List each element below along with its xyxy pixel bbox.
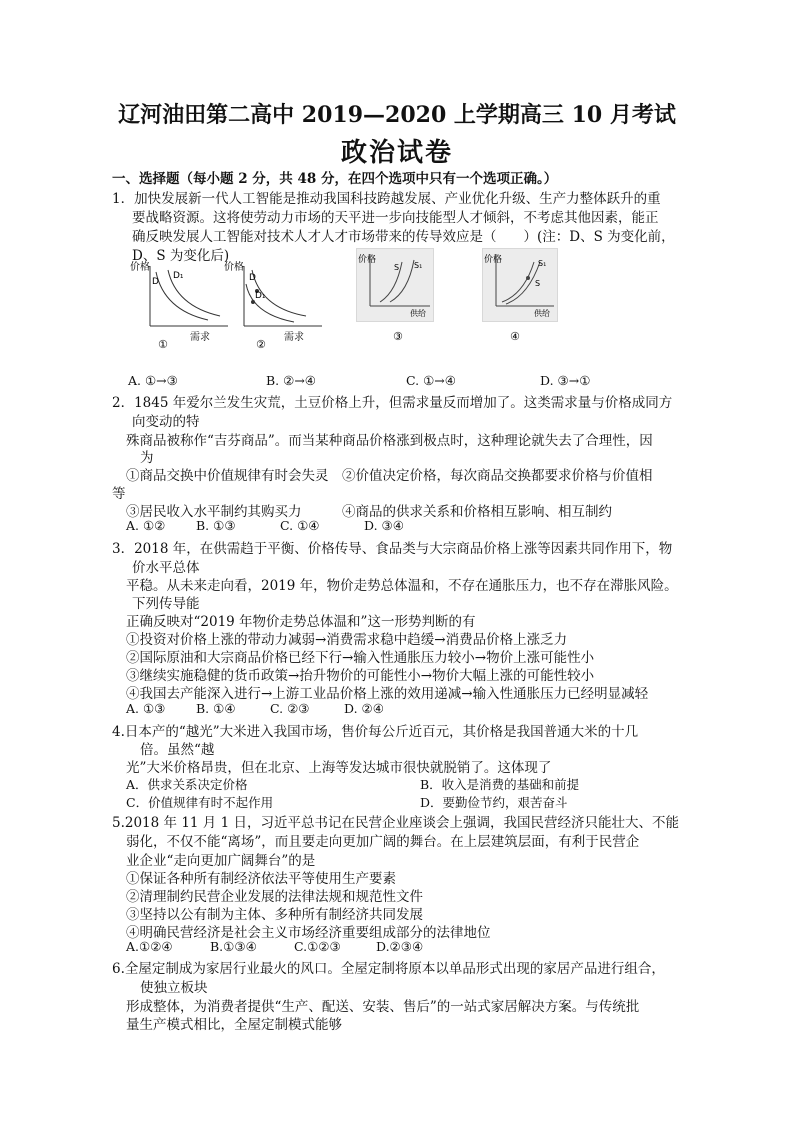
q1-option-d: D. ③→① [540, 373, 591, 388]
curve-label-d1: D₁ [173, 271, 184, 281]
curve-label-s1: S₁ [538, 259, 547, 268]
q5-line: ④明确民营经济是社会主义市场经济重要组成部分的法律地位 [126, 925, 491, 941]
q3-line: ①投资对价格上涨的带动力减弱→消费需求稳中趋缓→消费品价格上涨乏力 [126, 632, 568, 648]
supply-graph-3 [356, 248, 436, 350]
q2-line: 向变动的特 [132, 414, 200, 430]
q4-line: 4.日本产的“越光”大米进入我国市场，售价每公斤近百元，其价格是我国普通大米的十几 [112, 724, 639, 740]
q3-line: 下列传导能 [132, 596, 200, 612]
q1-line: 1．加快发展新一代人工智能是推动我国科技跨越发展、产业优化升级、生产力整体跃升的重 [112, 191, 661, 207]
q6-line: 6.全屋定制成为家居行业最火的风口。全屋定制将原本以单品形式出现的家居产品进行组合， [112, 961, 665, 977]
q3-option-d: D. ②④ [344, 701, 384, 716]
graph-ylabel: 价格 [484, 255, 503, 265]
section-heading: 一、选择题（每小题 2 分，共 48 分，在四个选项中只有一个选项正确。） [112, 171, 558, 187]
demand-graph-2 [222, 258, 332, 350]
curve-label-d: D [152, 277, 159, 287]
q2-line: 为 [140, 450, 154, 466]
graph-ylabel: 价格 [130, 262, 150, 273]
curve-label-s: S [535, 279, 541, 288]
q5-line: ①保证各种所有制经济依法平等使用生产要素 [126, 871, 396, 887]
q5-option-d: D.②③④ [376, 939, 424, 954]
q3-line: 正确反映对“2019 年物价走势总体温和”这一形势判断的有 [126, 614, 476, 630]
q3-option-c: C. ②③ [270, 701, 310, 716]
q5-line: ②清理制约民营企业发展的法律法规和规范性文件 [126, 889, 423, 905]
q2-line: 殊商品被称作“吉芬商品”。而当某种商品价格涨到极点时，这种理论就失去了合理性，因 [126, 433, 653, 449]
q5-line: 业企业“走向更加广阔舞台”的是 [126, 853, 316, 869]
q4-option-a: A．供求关系决定价格 [126, 777, 248, 792]
q2-line: ①商品交换中价值规律有时会失灵 ②价值决定价格，每次商品交换都要求价格与价值相 [126, 468, 653, 484]
graph-number: ① [158, 338, 168, 350]
graph-ylabel: 价格 [358, 255, 377, 265]
graph-ylabel: 价格 [224, 262, 244, 273]
q4-line: 倍。虽然“越 [140, 742, 215, 758]
graph-number: ③ [393, 330, 403, 343]
q2-option-b: B. ①③ [196, 518, 236, 533]
q2-line: ③居民收入水平制约其购买力 ④商品的供求关系和价格相互影响、相互制约 [126, 504, 612, 520]
q5-option-b: B.①③④ [210, 939, 257, 954]
graph-number: ② [256, 338, 266, 350]
q5-line: 5.2018 年 11 月 1 日，习近平总书记在民营企业座谈会上强调，我国民营经济只能壮大、不能 [112, 815, 679, 831]
curve-label-s: S [394, 263, 400, 272]
q5-line: ③坚持以公有制为主体、多种所有制经济共同发展 [126, 907, 423, 923]
q2-line: 等 [112, 486, 126, 502]
q3-option-b: B. ①④ [196, 701, 236, 716]
q3-line: 价水平总体 [132, 560, 200, 576]
exam-subtitle: 政治试卷 [340, 138, 453, 168]
q1-option-a: A. ①→③ [128, 373, 178, 388]
q3-line: 平稳。从未来走向看，2019 年，物价走势总体温和，不存在通胀压力，也不存在滞胀风险。 [126, 578, 678, 594]
curve-label-d1: D₁ [255, 291, 266, 301]
q3-line: ②国际原油和大宗商品价格已经下行→输入性通胀压力较小→物价上涨可能性小 [126, 650, 595, 666]
supply-graph-4 [482, 248, 562, 350]
q4-option-d: D．要勤俭节约，艰苦奋斗 [420, 795, 568, 810]
exam-title: 辽河油田第二高中 2019—2020 上学期高三 10 月考试 [118, 102, 676, 128]
q6-line: 形成整体，为消费者提供“生产、配送、安装、售后”的一站式家居解决方案。与传统批 [126, 999, 640, 1015]
q3-line: 3．2018 年，在供需趋于平衡、价格传导、食品类与大宗商品价格上涨等因素共同作用下，物 [112, 541, 673, 557]
q1-option-c: C. ①→④ [406, 373, 456, 388]
q5-option-c: C.①②③ [294, 939, 341, 954]
q1-line: 确反映发展人工智能对技术人才人才市场带来的传导效应是（ ）(注：D、S 为变化前， [132, 229, 675, 245]
q2-line: 2．1845 年爱尔兰发生灾荒，土豆价格上升，但需求量反而增加了。这类需求量与价格成同方 [112, 395, 673, 411]
q4-option-b: B．收入是消费的基础和前提 [420, 777, 580, 792]
graph-xlabel: 供给 [534, 309, 550, 318]
q2-option-d: D. ③④ [364, 518, 404, 533]
graph-xlabel: 供给 [410, 309, 426, 318]
q5-option-a: A.①②④ [126, 939, 173, 954]
q2-option-a: A. ①② [126, 518, 166, 533]
q1-option-b: B. ②→④ [266, 373, 317, 388]
q4-option-c: C．价值规律有时不起作用 [126, 795, 274, 810]
q3-line: ④我国去产能深入进行→上游工业品价格上涨的效用递减→输入性通胀压力已经明显减轻 [126, 686, 649, 702]
q4-line: 光”大米价格昂贵，但在北京、上海等发达城市很快就脱销了。这体现了 [126, 760, 552, 776]
q3-option-a: A. ①③ [126, 701, 166, 716]
q5-line: 弱化，不仅不能“离场”，而且要走向更加广阔的舞台。在上层建筑层面，有利于民营企 [126, 834, 640, 850]
graph-xlabel: 需求 [284, 332, 304, 343]
q3-line: ③继续实施稳健的货币政策→抬升物价的可能性小→物价大幅上涨的可能性较小 [126, 668, 595, 684]
q1-line: 要战略资源。这将使劳动力市场的天平进一步向技能型人才倾斜，不考虑其他因素，能正 [132, 210, 659, 226]
curve-label-d: D [249, 273, 256, 283]
q2-option-c: C. ①④ [280, 518, 320, 533]
q1-line: D、S 为变化后) [132, 248, 230, 264]
graph-number: ④ [510, 330, 520, 343]
q6-line: 量生产模式相比，全屋定制模式能够 [126, 1017, 342, 1033]
curve-label-s1: S₁ [414, 261, 423, 270]
graph-xlabel: 需求 [190, 332, 210, 343]
q6-line: 使独立板块 [140, 980, 208, 996]
